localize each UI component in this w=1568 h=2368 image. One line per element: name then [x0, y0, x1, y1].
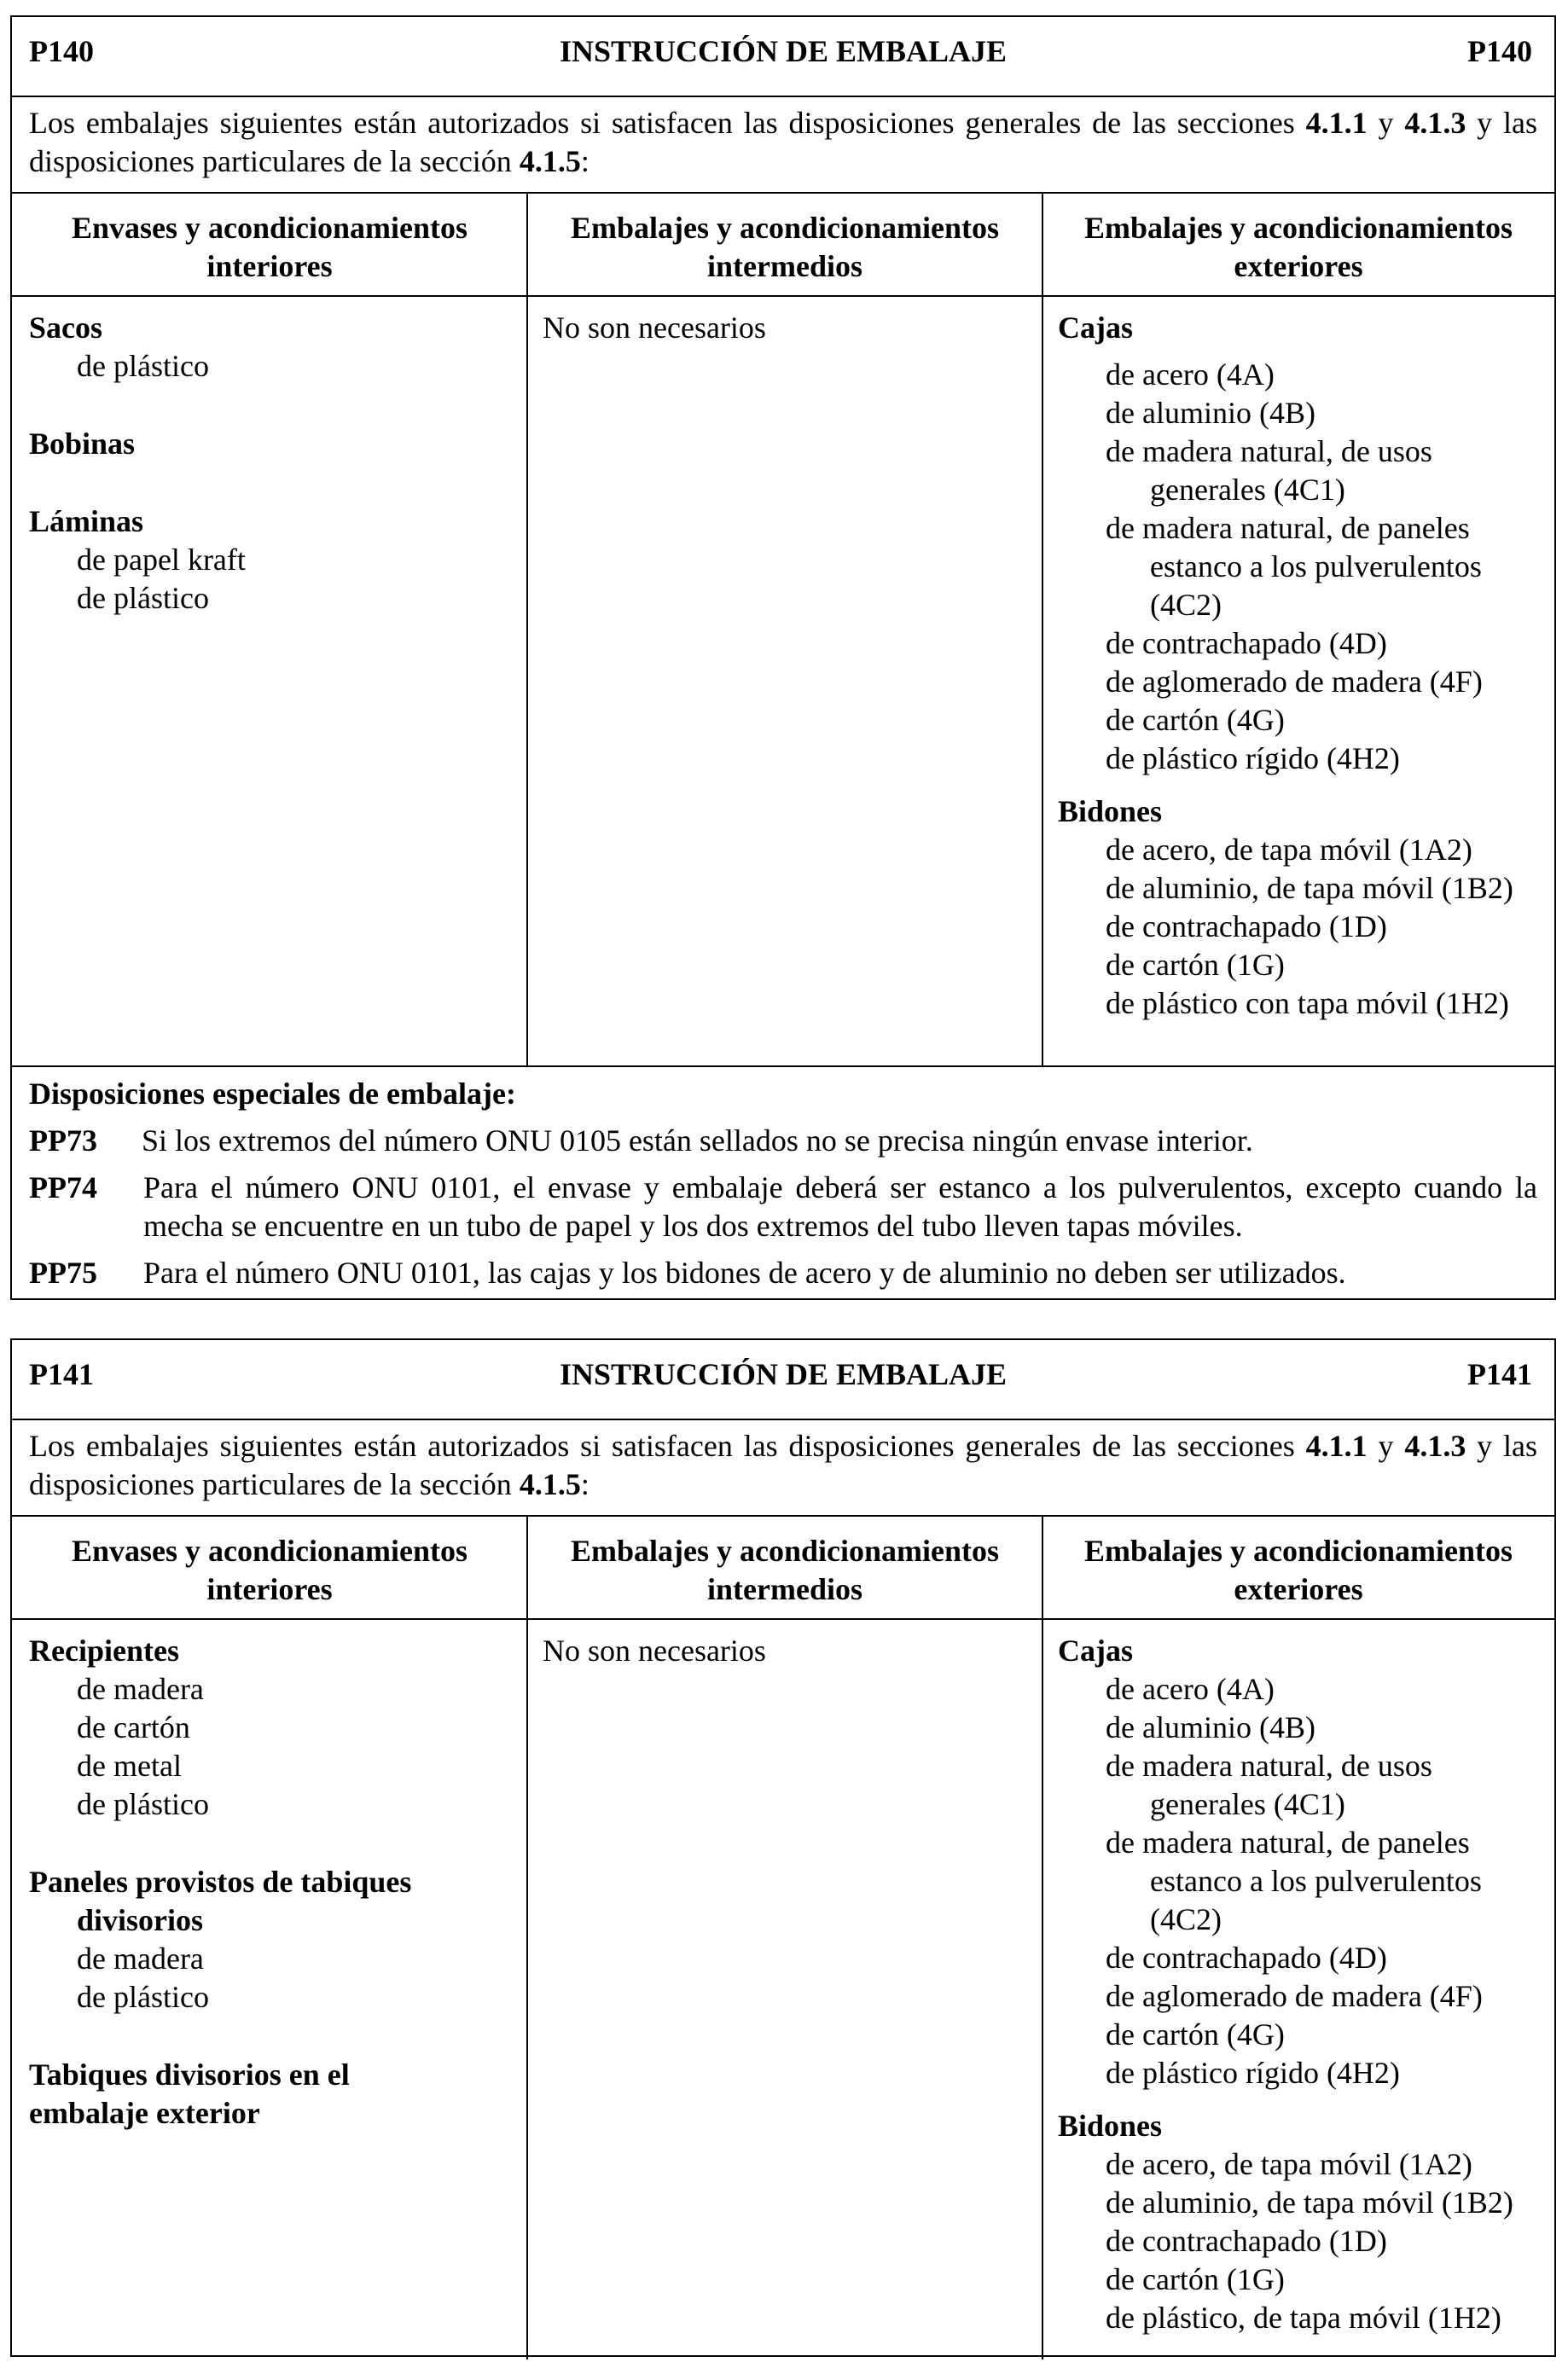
- list-item: de aglomerado de madera (4F): [1106, 1979, 1483, 2013]
- list-item: de cartón (1G): [1106, 948, 1285, 982]
- instruction-title: INSTRUCCIÓN DE EMBALAJE: [559, 34, 1008, 68]
- provision-code: PP74: [29, 1170, 97, 1204]
- provision-pp75: [29, 1254, 1537, 1292]
- column-divider: [1042, 192, 1043, 1065]
- section-ref: 4.1.3: [1404, 1429, 1466, 1463]
- category-bidones: Bidones: [1058, 2109, 1163, 2143]
- provision-code: PP73: [29, 1123, 97, 1158]
- list-item-continuation: (4C2): [1150, 1902, 1222, 1936]
- list-item: de madera: [77, 1672, 204, 1706]
- outer-packagings: [1058, 1632, 1544, 2337]
- list-item: de contrachapado (1D): [1106, 909, 1387, 943]
- instruction-code-left: P140: [29, 34, 94, 68]
- instruction-code-right: P141: [1467, 1357, 1532, 1391]
- column-divider: [526, 1515, 528, 2359]
- category-recipientes: Recipientes: [29, 1634, 179, 1668]
- list-item: de contrachapado (4D): [1106, 626, 1387, 660]
- intro-text: Los embalajes siguientes están autorizados si satisfacen las disposiciones generales de las secciones: [29, 1429, 1306, 1463]
- provision-pp73: [29, 1122, 1537, 1160]
- list-item: de cartón: [77, 1710, 190, 1744]
- list-item: de plástico rígido (4H2): [1106, 741, 1400, 775]
- list-item-continuation: generales (4C1): [1150, 473, 1345, 507]
- list-item: de plástico con tapa móvil (1H2): [1106, 986, 1509, 1020]
- special-provisions: [29, 1075, 1537, 1292]
- list-item: de papel kraft: [77, 543, 246, 577]
- outer-packagings: [1058, 309, 1544, 1023]
- intro-text: y: [1367, 1429, 1405, 1463]
- category-tabiques: Tabiques divisorios en el: [29, 2057, 350, 2092]
- column-headers: [12, 192, 1554, 297]
- list-item: de plástico, de tapa móvil (1H2): [1106, 2301, 1501, 2335]
- column-header-inner: Envases y acondicionamientos interiores: [71, 211, 468, 283]
- provision-code: PP75: [29, 1256, 97, 1290]
- intermediate-packagings: [543, 309, 1029, 347]
- intro-text: y las disposiciones particulares de la sección: [29, 1429, 1538, 1501]
- list-item: de acero, de tapa móvil (1A2): [1106, 833, 1472, 867]
- list-item: de cartón (1G): [1106, 2262, 1285, 2296]
- intermediate-note: No son necesarios: [543, 1634, 766, 1668]
- category-cajas: Cajas: [1058, 1634, 1133, 1668]
- list-item: de metal: [77, 1749, 182, 1783]
- packing-instruction-p140: [10, 15, 1556, 1300]
- column-header-inner: Envases y acondicionamientos interiores: [71, 1534, 468, 1606]
- category-sacos: Sacos: [29, 311, 103, 345]
- column-divider: [526, 192, 528, 1065]
- section-ref: 4.1.1: [1305, 1429, 1368, 1463]
- category-bobinas: Bobinas: [29, 427, 136, 461]
- category-laminas: Láminas: [29, 504, 144, 538]
- list-item: de plástico: [77, 1787, 209, 1821]
- list-item: de madera natural, de usos: [1106, 1749, 1432, 1783]
- intro-text: :: [580, 1467, 589, 1501]
- instruction-code-left: P141: [29, 1357, 94, 1391]
- section-ref: 4.1.3: [1404, 106, 1466, 140]
- list-item: de aluminio (4B): [1106, 396, 1315, 430]
- list-item: de contrachapado (4D): [1106, 1941, 1387, 1975]
- list-item: de madera natural, de usos: [1106, 434, 1432, 468]
- list-item: de plástico rígido (4H2): [1106, 2056, 1400, 2090]
- inner-packagings: [29, 309, 515, 618]
- section-ref: 4.1.5: [519, 144, 581, 178]
- provision-text: Si los extremos del número ONU 0105 están sellados no se precisa ningún envase interior.: [142, 1123, 1253, 1158]
- section-divider: [12, 1065, 1554, 1067]
- provision-text: Para el número ONU 0101, el envase y embalaje deberá ser estanco a los pulverulentos, excepto cuando la mecha se encuentre en un tubo de papel y los dos extremos del tubo lleven tapas móviles.: [143, 1170, 1537, 1243]
- list-item: de aluminio, de tapa móvil (1B2): [1106, 2185, 1513, 2220]
- column-header-intermediate: Embalajes y acondicionamientos intermedios: [570, 211, 999, 283]
- instruction-header: [12, 1340, 1554, 1420]
- list-item: de madera natural, de paneles: [1106, 1825, 1470, 1860]
- column-headers: [12, 1515, 1554, 1620]
- category-tabiques-continuation: embalaje exterior: [29, 2096, 260, 2130]
- list-item: de acero (4A): [1106, 357, 1275, 392]
- list-item-continuation: estanco a los pulverulentos: [1150, 1864, 1482, 1898]
- category-cajas: Cajas: [1058, 311, 1133, 345]
- column-divider: [1042, 1515, 1043, 2359]
- list-item: de madera: [77, 1941, 204, 1976]
- list-item: de aglomerado de madera (4F): [1106, 665, 1483, 699]
- list-item: de cartón (4G): [1106, 2017, 1285, 2052]
- intro-paragraph: [29, 1427, 1537, 1504]
- intermediate-packagings: [543, 1632, 1029, 1670]
- column-header-outer: Embalajes y acondicionamientos exteriores: [1083, 211, 1513, 283]
- list-item-continuation: (4C2): [1150, 588, 1222, 622]
- inner-packagings: [29, 1632, 515, 2133]
- category-bidones: Bidones: [1058, 794, 1163, 828]
- intro-paragraph: [29, 104, 1537, 181]
- column-header-intermediate: Embalajes y acondicionamientos intermedios: [570, 1534, 999, 1606]
- list-item: de aluminio, de tapa móvil (1B2): [1106, 871, 1513, 905]
- list-item: de acero (4A): [1106, 1672, 1275, 1706]
- list-item: de plástico: [77, 581, 209, 615]
- list-item: de plástico: [77, 349, 209, 383]
- list-item: de cartón (4G): [1106, 703, 1285, 737]
- category-paneles-continuation: divisorios: [77, 1903, 204, 1937]
- intro-text: Los embalajes siguientes están autorizados si satisfacen las disposiciones generales de las secciones: [29, 106, 1306, 140]
- intro-text: :: [580, 144, 589, 178]
- instruction-title: INSTRUCCIÓN DE EMBALAJE: [559, 1357, 1008, 1391]
- list-item: de aluminio (4B): [1106, 1710, 1315, 1744]
- instruction-header: [12, 17, 1554, 97]
- list-item-continuation: generales (4C1): [1150, 1787, 1345, 1821]
- provision-pp74: [29, 1169, 1537, 1245]
- list-item: de contrachapado (1D): [1106, 2224, 1387, 2258]
- list-item: de plástico: [77, 1980, 209, 2014]
- list-item-continuation: estanco a los pulverulentos: [1150, 549, 1482, 583]
- category-paneles: Paneles provistos de tabiques: [29, 1865, 412, 1899]
- instruction-code-right: P140: [1467, 34, 1532, 68]
- column-header-outer: Embalajes y acondicionamientos exteriores: [1083, 1534, 1513, 1606]
- intro-text: y las disposiciones particulares de la sección: [29, 106, 1538, 178]
- special-provisions-title: Disposiciones especiales de embalaje:: [29, 1077, 516, 1111]
- section-ref: 4.1.5: [519, 1467, 581, 1501]
- list-item: de acero, de tapa móvil (1A2): [1106, 2147, 1472, 2181]
- packing-instruction-p141: [10, 1338, 1556, 2357]
- provision-text: Para el número ONU 0101, las cajas y los bidones de acero y de aluminio no deben ser utilizados.: [143, 1256, 1346, 1290]
- list-item: de madera natural, de paneles: [1106, 511, 1470, 545]
- intro-text: y: [1367, 106, 1405, 140]
- section-ref: 4.1.1: [1305, 106, 1368, 140]
- intermediate-note: No son necesarios: [543, 311, 766, 345]
